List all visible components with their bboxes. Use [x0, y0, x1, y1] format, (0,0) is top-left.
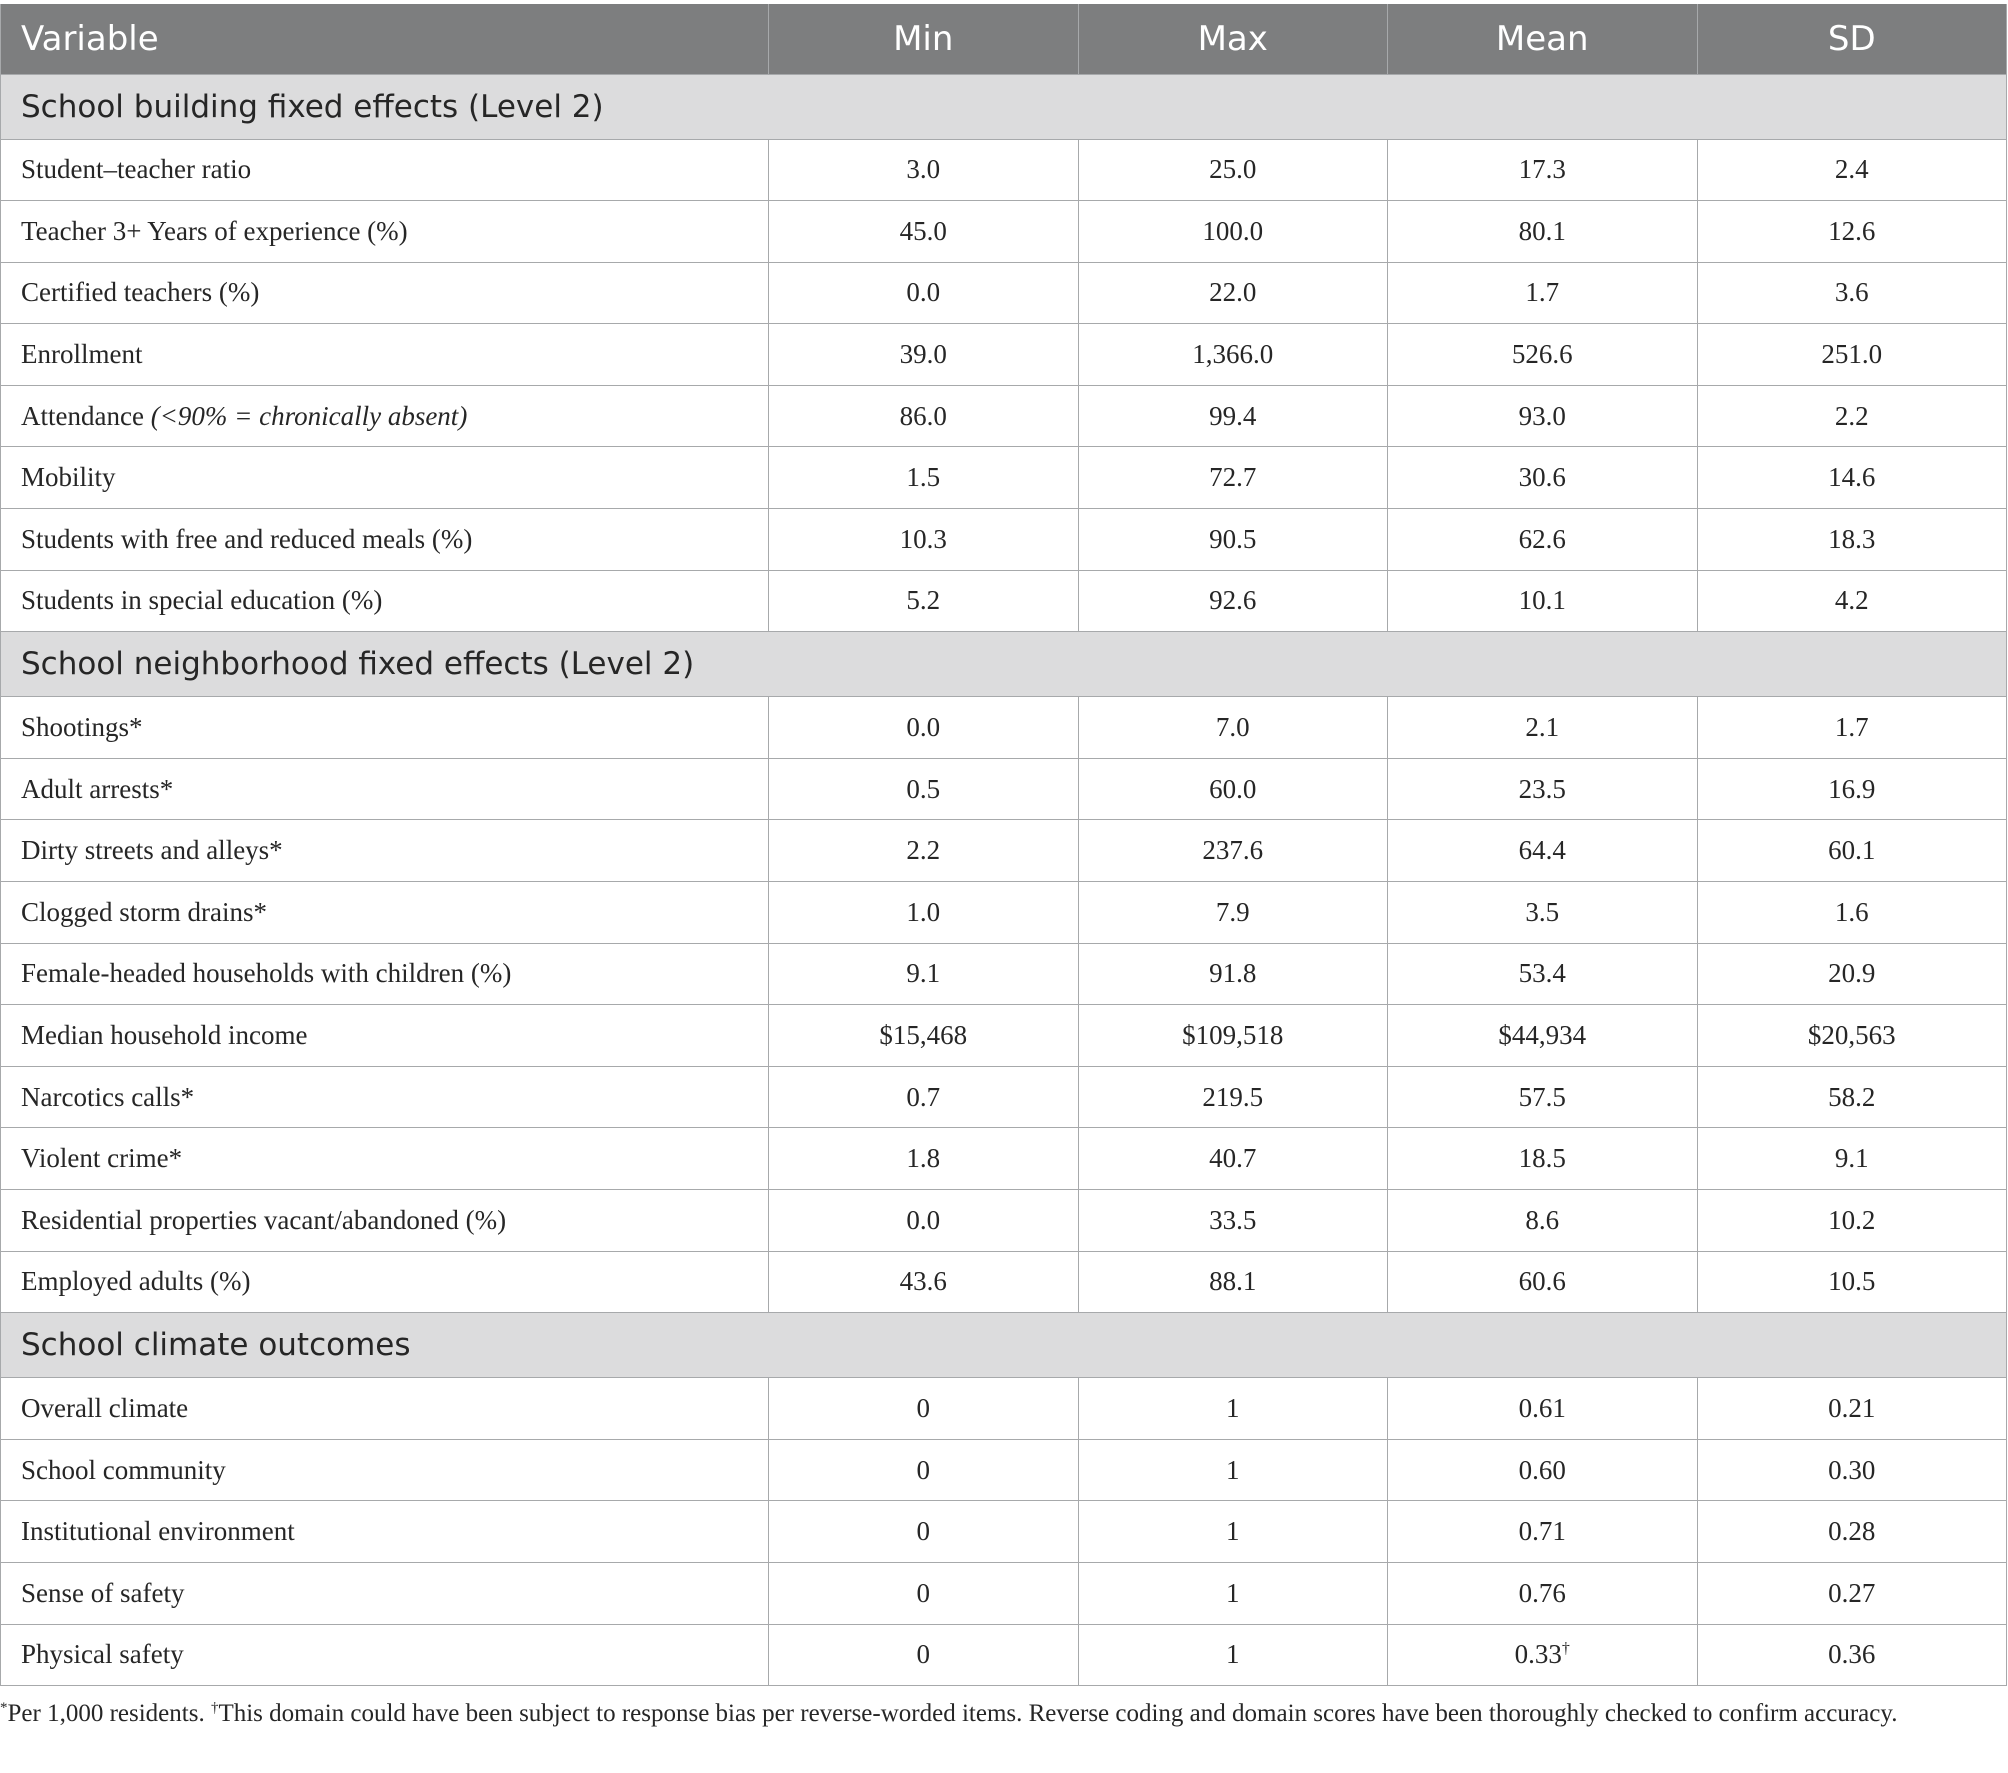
min-cell [769, 262, 1079, 324]
max-value: 60.0 [1209, 773, 1257, 804]
max-value: 7.9 [1215, 896, 1250, 927]
variable-cell [1, 1128, 769, 1190]
sd-value: 12.6 [1828, 215, 1876, 246]
sd-value: 2.4 [1834, 154, 1869, 185]
sd-value: 0.36 [1828, 1639, 1876, 1670]
sd-value: 16.9 [1828, 773, 1876, 804]
variable-cell [1, 324, 769, 386]
mean-cell [1388, 201, 1698, 263]
max-value: 25.0 [1209, 154, 1257, 185]
min-cell [769, 943, 1079, 1005]
table-row [1, 1439, 2007, 1501]
table-footnote [0, 1695, 1990, 1732]
sd-value: 10.5 [1828, 1266, 1876, 1297]
mean-cell [1388, 758, 1698, 820]
mean-cell [1388, 447, 1698, 509]
min-cell [769, 1501, 1079, 1563]
mean-value: 3.5 [1525, 896, 1560, 927]
column-header-min: Min [769, 4, 1079, 74]
column-header-sd: SD [1697, 4, 2007, 74]
mean-cell [1388, 1378, 1698, 1440]
min-value: 2.2 [906, 835, 941, 866]
mean-value: $44,934 [1498, 1020, 1587, 1051]
variable-cell [1, 201, 769, 263]
mean-value: 53.4 [1518, 958, 1566, 989]
table-row [1, 1562, 2007, 1624]
table-row [1, 1190, 2007, 1252]
variable-label: Enrollment [21, 339, 143, 370]
sd-value: 2.2 [1834, 400, 1869, 431]
mean-value: 80.1 [1518, 215, 1566, 246]
min-value: 39.0 [899, 339, 947, 370]
min-value: 3.0 [906, 154, 941, 185]
max-cell [1078, 882, 1388, 944]
min-cell [769, 882, 1079, 944]
max-value: 90.5 [1209, 523, 1257, 554]
min-value: 0 [916, 1454, 930, 1485]
table-row [1, 820, 2007, 882]
max-value: 1 [1226, 1516, 1240, 1547]
sd-value: 10.2 [1828, 1204, 1876, 1235]
footnote-text-response-bias: This domain could have been subject to response bias per reverse-worded items. Reverse coding and domain scores have been thoroughly checked to confirm accuracy. [218, 1700, 1898, 1727]
variable-label: School community [21, 1454, 226, 1485]
footnote-text-per-residents: Per 1,000 residents. [7, 1700, 211, 1727]
mean-cell [1388, 1501, 1698, 1563]
table-row [1, 262, 2007, 324]
max-cell [1078, 1190, 1388, 1252]
mean-value: 0.76 [1518, 1577, 1566, 1608]
table-row [1, 882, 2007, 944]
min-cell [769, 1066, 1079, 1128]
variable-cell [1, 882, 769, 944]
variable-cell [1, 385, 769, 447]
column-header-variable: Variable [1, 4, 769, 74]
min-value: 0.0 [906, 277, 941, 308]
sd-cell [1697, 697, 2007, 759]
mean-value: 18.5 [1518, 1143, 1566, 1174]
variable-label: Median household income [21, 1020, 308, 1051]
max-cell [1078, 324, 1388, 386]
mean-value: 30.6 [1518, 462, 1566, 493]
mean-value: 8.6 [1525, 1204, 1560, 1235]
max-value: 1 [1226, 1639, 1240, 1670]
max-cell [1078, 201, 1388, 263]
mean-value: 0.33 [1514, 1639, 1562, 1670]
mean-cell [1388, 697, 1698, 759]
max-value: 100.0 [1202, 215, 1264, 246]
sd-cell [1697, 1562, 2007, 1624]
mean-cell [1388, 324, 1698, 386]
table-body [1, 74, 2007, 1686]
column-header-mean: Mean [1388, 4, 1698, 74]
sd-cell [1697, 447, 2007, 509]
variable-label: Physical safety [21, 1639, 184, 1670]
mean-value: 10.1 [1518, 585, 1566, 616]
mean-cell [1388, 1190, 1698, 1252]
mean-value: 526.6 [1511, 339, 1573, 370]
min-value: 0.5 [906, 773, 941, 804]
max-value: 1 [1226, 1577, 1240, 1608]
sd-cell [1697, 1190, 2007, 1252]
max-cell [1078, 385, 1388, 447]
mean-cell [1388, 943, 1698, 1005]
variable-cell [1, 570, 769, 632]
min-cell [769, 570, 1079, 632]
variable-label: Mobility [21, 462, 116, 493]
max-cell [1078, 1624, 1388, 1686]
sd-cell [1697, 1378, 2007, 1440]
sd-value: 251.0 [1821, 339, 1883, 370]
sd-value: 60.1 [1828, 835, 1876, 866]
variable-cell [1, 1501, 769, 1563]
max-cell [1078, 1005, 1388, 1067]
sd-cell [1697, 1501, 2007, 1563]
max-cell [1078, 943, 1388, 1005]
mean-value: 17.3 [1518, 154, 1566, 185]
max-value: 33.5 [1209, 1204, 1257, 1235]
variable-label: Attendance [21, 400, 144, 431]
max-value: 88.1 [1209, 1266, 1257, 1297]
sd-cell [1697, 324, 2007, 386]
variable-label: Clogged storm drains* [21, 896, 267, 927]
sd-cell [1697, 385, 2007, 447]
variable-cell [1, 1624, 769, 1686]
min-cell [769, 820, 1079, 882]
min-value: 1.0 [906, 896, 941, 927]
max-cell [1078, 570, 1388, 632]
mean-cell [1388, 262, 1698, 324]
min-cell [769, 1378, 1079, 1440]
mean-value: 0.60 [1518, 1454, 1566, 1485]
max-cell [1078, 820, 1388, 882]
table-row [1, 1066, 2007, 1128]
max-cell [1078, 697, 1388, 759]
min-value: 0 [916, 1516, 930, 1547]
variable-label: Dirty streets and alleys* [21, 835, 283, 866]
variable-cell [1, 139, 769, 201]
min-value: 0 [916, 1577, 930, 1608]
min-cell [769, 1251, 1079, 1313]
sd-value: 14.6 [1828, 462, 1876, 493]
sd-value: $20,563 [1807, 1020, 1896, 1051]
sd-cell [1697, 570, 2007, 632]
table-row [1, 324, 2007, 386]
mean-cell [1388, 1005, 1698, 1067]
variable-cell [1, 943, 769, 1005]
mean-cell [1388, 509, 1698, 571]
mean-cell [1388, 1562, 1698, 1624]
min-cell [769, 697, 1079, 759]
section-title: School neighborhood fixed effects (Level 2) [1, 632, 2007, 697]
mean-cell [1388, 385, 1698, 447]
mean-footnote-mark: † [1561, 1640, 1570, 1658]
max-cell [1078, 509, 1388, 571]
max-cell [1078, 139, 1388, 201]
sd-cell [1697, 1624, 2007, 1686]
variable-cell [1, 262, 769, 324]
variable-label: Sense of safety [21, 1577, 185, 1608]
max-value: 99.4 [1209, 400, 1257, 431]
mean-cell [1388, 820, 1698, 882]
sd-cell [1697, 943, 2007, 1005]
mean-cell [1388, 139, 1698, 201]
min-cell [769, 1624, 1079, 1686]
max-cell [1078, 758, 1388, 820]
variable-cell [1, 820, 769, 882]
table-row [1, 201, 2007, 263]
min-value: 0.0 [906, 1204, 941, 1235]
sd-value: 0.21 [1828, 1392, 1876, 1423]
min-value: 1.8 [906, 1143, 941, 1174]
min-cell [769, 1128, 1079, 1190]
variable-cell [1, 1190, 769, 1252]
sd-value: 9.1 [1834, 1143, 1869, 1174]
sd-cell [1697, 139, 2007, 201]
variable-cell [1, 1066, 769, 1128]
min-value: 5.2 [906, 585, 941, 616]
variable-label-note: (<90% = chronically absent) [150, 400, 468, 431]
variable-cell [1, 1378, 769, 1440]
variable-cell [1, 1439, 769, 1501]
footnote-mark-asterisk: * [0, 1700, 8, 1716]
min-value: 45.0 [899, 215, 947, 246]
variable-cell [1, 1251, 769, 1313]
column-header-max: Max [1078, 4, 1388, 74]
sd-cell [1697, 820, 2007, 882]
variable-label: Narcotics calls* [21, 1081, 195, 1112]
variable-cell [1, 447, 769, 509]
sd-value: 0.28 [1828, 1516, 1876, 1547]
max-value: 92.6 [1209, 585, 1257, 616]
sd-value: 3.6 [1834, 277, 1869, 308]
max-cell [1078, 1128, 1388, 1190]
variable-label: Violent crime* [21, 1143, 183, 1174]
mean-value: 0.71 [1518, 1516, 1566, 1547]
max-value: 7.0 [1215, 712, 1250, 743]
table-row [1, 509, 2007, 571]
table-row [1, 1251, 2007, 1313]
min-cell [769, 447, 1079, 509]
sd-cell [1697, 758, 2007, 820]
variable-cell [1, 1562, 769, 1624]
min-value: 43.6 [899, 1266, 947, 1297]
mean-value: 0.61 [1518, 1392, 1566, 1423]
variable-cell [1, 697, 769, 759]
variable-cell [1, 509, 769, 571]
mean-cell [1388, 1128, 1698, 1190]
max-value: 1 [1226, 1454, 1240, 1485]
variable-label: Institutional environment [21, 1516, 295, 1547]
mean-value: 60.6 [1518, 1266, 1566, 1297]
max-value: 1 [1226, 1392, 1240, 1423]
variable-label: Student–teacher ratio [21, 154, 252, 185]
table-row [1, 1501, 2007, 1563]
table-row [1, 447, 2007, 509]
footnote-mark-dagger: † [210, 1700, 219, 1716]
sd-cell [1697, 1066, 2007, 1128]
max-cell [1078, 1066, 1388, 1128]
summary-statistics-table [0, 4, 2007, 1686]
max-value: 22.0 [1209, 277, 1257, 308]
max-value: 72.7 [1209, 462, 1257, 493]
mean-value: 64.4 [1518, 835, 1566, 866]
variable-cell [1, 1005, 769, 1067]
min-value: 0.7 [906, 1081, 941, 1112]
variable-label: Adult arrests* [21, 773, 174, 804]
variable-label: Students with free and reduced meals (%) [21, 523, 473, 554]
min-cell [769, 1005, 1079, 1067]
max-cell [1078, 1562, 1388, 1624]
sd-value: 20.9 [1828, 958, 1876, 989]
mean-value: 2.1 [1525, 712, 1560, 743]
table-row [1, 385, 2007, 447]
mean-cell [1388, 570, 1698, 632]
table-row [1, 1128, 2007, 1190]
min-value: 0.0 [906, 712, 941, 743]
sd-cell [1697, 882, 2007, 944]
table-row [1, 1624, 2007, 1686]
max-value: 91.8 [1209, 958, 1257, 989]
section-header-row [1, 74, 2007, 139]
mean-cell [1388, 882, 1698, 944]
variable-label: Certified teachers (%) [21, 277, 260, 308]
section-title: School building fixed effects (Level 2) [1, 74, 2007, 139]
sd-value: 0.30 [1828, 1454, 1876, 1485]
table-row [1, 139, 2007, 201]
table-row [1, 697, 2007, 759]
variable-cell [1, 758, 769, 820]
min-value: 10.3 [899, 523, 947, 554]
max-cell [1078, 1501, 1388, 1563]
mean-value: 23.5 [1518, 773, 1566, 804]
min-cell [769, 324, 1079, 386]
min-cell [769, 758, 1079, 820]
mean-cell [1388, 1624, 1698, 1686]
table-row [1, 943, 2007, 1005]
mean-value: 57.5 [1518, 1081, 1566, 1112]
variable-label: Residential properties vacant/abandoned (%) [21, 1204, 507, 1235]
section-header-row [1, 1313, 2007, 1378]
max-value: 1,366.0 [1192, 339, 1274, 370]
min-value: 9.1 [906, 958, 941, 989]
min-value: 1.5 [906, 462, 941, 493]
variable-label: Employed adults (%) [21, 1266, 251, 1297]
header-row [1, 4, 2007, 74]
min-cell [769, 509, 1079, 571]
sd-cell [1697, 201, 2007, 263]
variable-label: Overall climate [21, 1392, 189, 1423]
mean-cell [1388, 1066, 1698, 1128]
sd-cell [1697, 509, 2007, 571]
sd-value: 18.3 [1828, 523, 1876, 554]
mean-cell [1388, 1251, 1698, 1313]
min-cell [769, 1439, 1079, 1501]
variable-label: Female-headed households with children (%) [21, 958, 512, 989]
section-title: School climate outcomes [1, 1313, 2007, 1378]
max-value: 219.5 [1202, 1081, 1264, 1112]
sd-value: 1.7 [1834, 712, 1869, 743]
mean-value: 93.0 [1518, 400, 1566, 431]
max-value: 40.7 [1209, 1143, 1257, 1174]
variable-label: Shootings* [21, 712, 143, 743]
mean-cell [1388, 1439, 1698, 1501]
min-value: $15,468 [879, 1020, 968, 1051]
sd-cell [1697, 262, 2007, 324]
table-row [1, 570, 2007, 632]
section-header-row [1, 632, 2007, 697]
table-row [1, 1378, 2007, 1440]
max-value: 237.6 [1202, 835, 1264, 866]
min-cell [769, 1562, 1079, 1624]
sd-cell [1697, 1251, 2007, 1313]
max-value: $109,518 [1182, 1020, 1284, 1051]
mean-value: 1.7 [1525, 277, 1560, 308]
max-cell [1078, 1378, 1388, 1440]
sd-cell [1697, 1439, 2007, 1501]
variable-label: Students in special education (%) [21, 585, 383, 616]
max-cell [1078, 262, 1388, 324]
sd-value: 0.27 [1828, 1577, 1876, 1608]
mean-value: 62.6 [1518, 523, 1566, 554]
sd-cell [1697, 1005, 2007, 1067]
min-cell [769, 139, 1079, 201]
min-cell [769, 1190, 1079, 1252]
min-value: 0 [916, 1392, 930, 1423]
min-value: 0 [916, 1639, 930, 1670]
sd-cell [1697, 1128, 2007, 1190]
sd-value: 58.2 [1828, 1081, 1876, 1112]
min-cell [769, 201, 1079, 263]
sd-value: 1.6 [1834, 896, 1869, 927]
min-cell [769, 385, 1079, 447]
table-row [1, 1005, 2007, 1067]
max-cell [1078, 1251, 1388, 1313]
table-row [1, 758, 2007, 820]
max-cell [1078, 447, 1388, 509]
sd-value: 4.2 [1834, 585, 1869, 616]
max-cell [1078, 1439, 1388, 1501]
variable-label: Teacher 3+ Years of experience (%) [21, 215, 408, 246]
min-value: 86.0 [899, 400, 947, 431]
